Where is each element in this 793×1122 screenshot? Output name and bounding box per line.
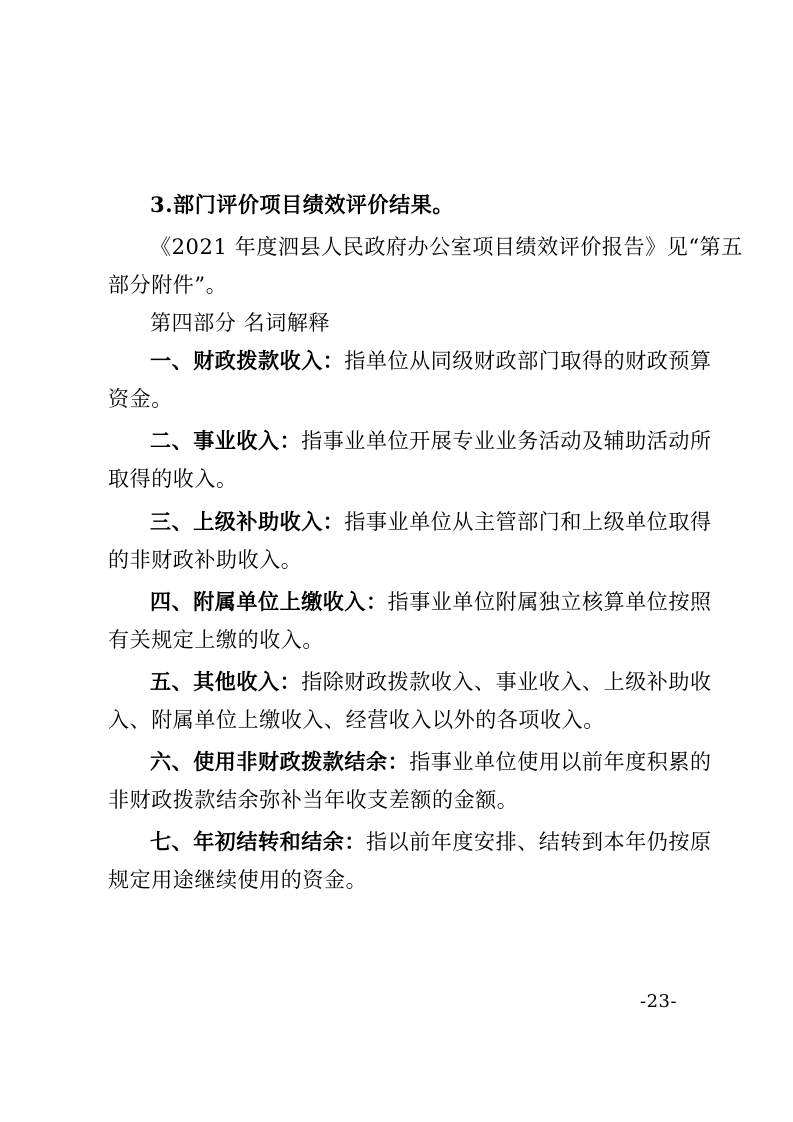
term-3-label: 三、上级补助收入： <box>150 509 345 534</box>
section3-heading: 3.部门评价项目绩效评价结果。 <box>150 192 454 217</box>
term-5-label: 五、其他收入： <box>150 669 302 694</box>
term-5-line2: 入、附属单位上缴收入、经营收入以外的各项收入。 <box>108 708 605 732</box>
term-3-definition-start: 指事业单位从主管部门和上级单位取得 <box>344 510 712 534</box>
term-2-label: 二、事业收入： <box>150 428 302 453</box>
term-6-line1 <box>150 748 712 776</box>
term-7-label: 七、年初结转和结余： <box>150 829 366 854</box>
page-number: -23- <box>640 991 678 1012</box>
term-7-line2: 规定用途继续使用的资金。 <box>108 868 368 892</box>
term-6-line2: 非财政拨款结余弥补当年收支差额的金额。 <box>108 788 519 812</box>
term-2-line2: 取得的收入。 <box>108 467 238 491</box>
term-6-definition-start: 指事业单位使用以前年度积累的 <box>409 750 712 774</box>
term-1-line1 <box>150 347 712 375</box>
term-2-line1 <box>150 427 712 455</box>
term-4-line1 <box>150 588 712 616</box>
term-3-line2: 的非财政补助收入。 <box>108 548 303 572</box>
term-4-definition-start: 指事业单位附属独立核算单位按照 <box>387 590 712 614</box>
term-1-label: 一、财政拨款收入： <box>150 348 345 373</box>
section3-text-line2: 部分附件”。 <box>108 273 228 297</box>
term-1-definition-start: 指单位从同级财政部门取得的财政预算 <box>344 349 712 373</box>
section3-text-line1: 《2021 年度泗县人民政府办公室项目绩效评价报告》见“第五 <box>150 235 743 259</box>
term-1-line2: 资金。 <box>108 387 173 411</box>
part4-title: 第四部分 名词解释 <box>150 311 331 335</box>
term-5-definition-start: 指除财政拨款收入、事业收入、上级补助收 <box>301 670 712 694</box>
term-5-line1 <box>150 668 712 696</box>
term-4-line2: 有关规定上缴的收入。 <box>108 628 324 652</box>
term-2-definition-start: 指事业单位开展专业业务活动及辅助活动所 <box>301 429 712 453</box>
term-6-label: 六、使用非财政拨款结余： <box>150 749 410 774</box>
term-7-line1 <box>150 828 712 856</box>
term-7-definition-start: 指以前年度安排、结转到本年仍按原 <box>366 830 712 854</box>
term-3-line1 <box>150 508 712 536</box>
term-4-label: 四、附属单位上缴收入： <box>150 589 388 614</box>
